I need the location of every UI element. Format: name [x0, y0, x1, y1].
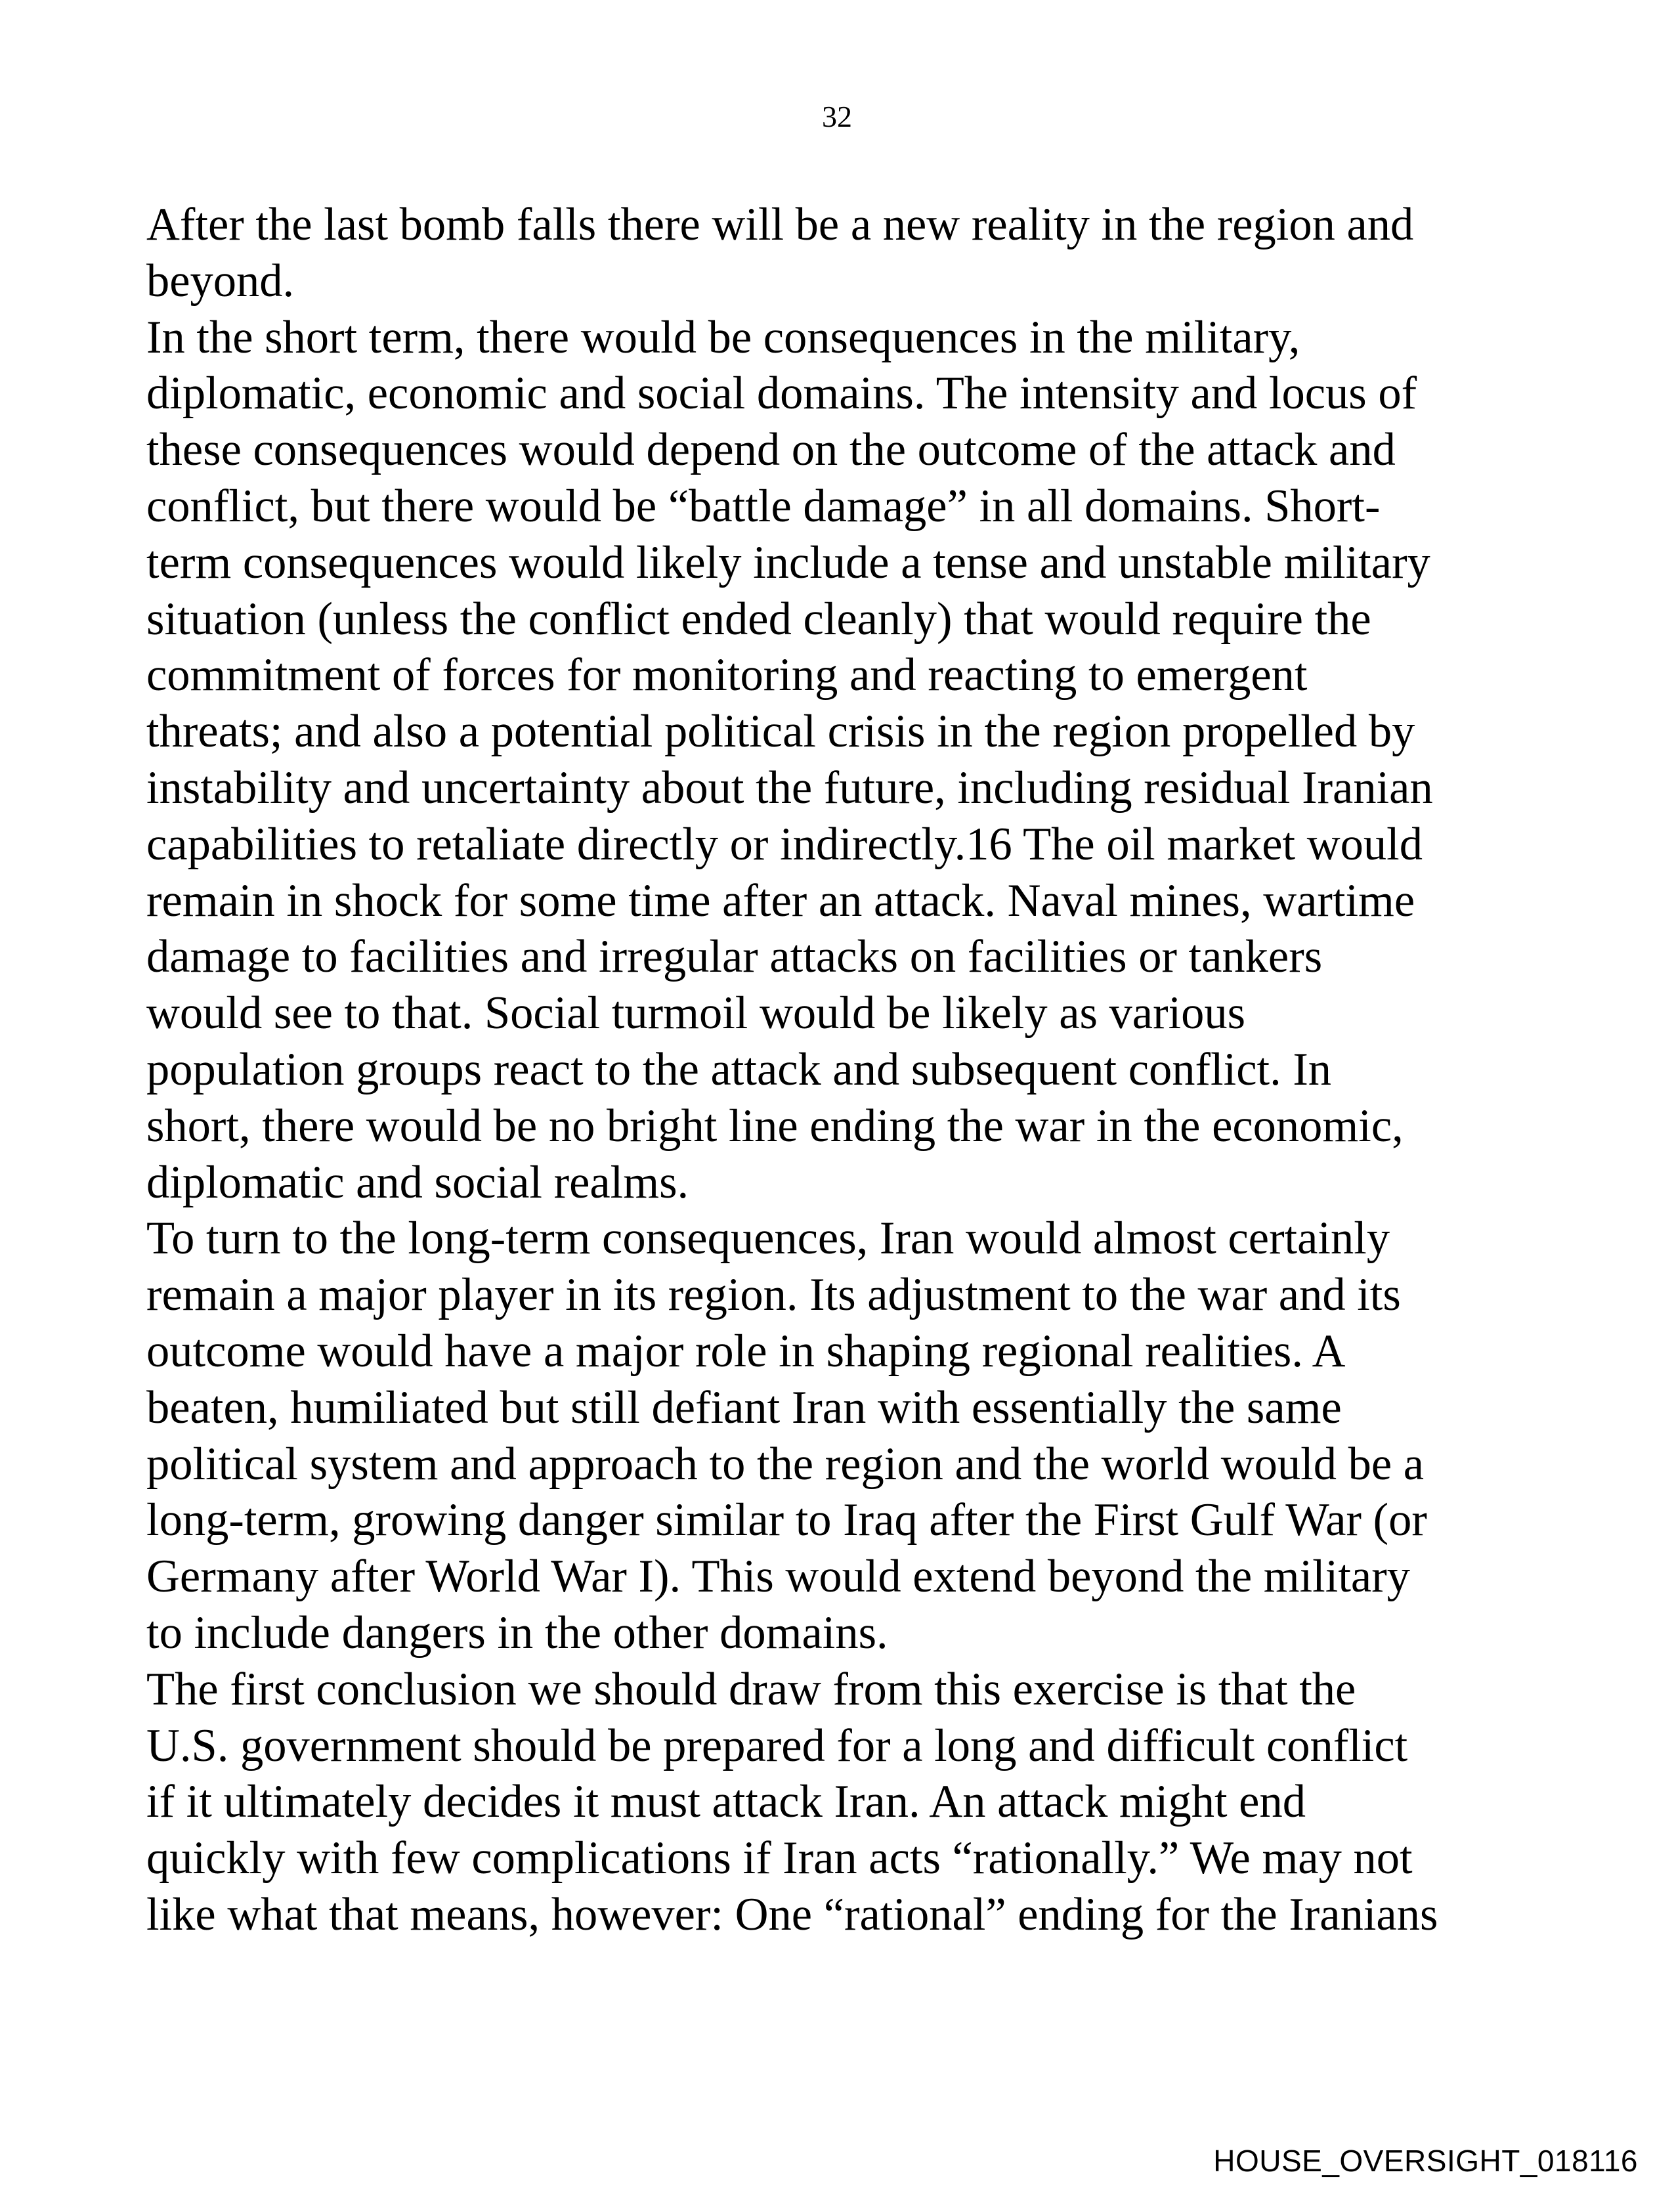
text-line: long-term, growing danger similar to Iraq after the First Gulf War (or: [146, 1494, 1427, 1546]
body-text: [146, 197, 1551, 1943]
text-line: like what that means, however: One “rational” ending for the Iranians: [146, 1888, 1438, 1940]
text-line: remain a major player in its region. Its adjustment to the war and its: [146, 1269, 1401, 1321]
text-line: term consequences would likely include a tense and unstable military: [146, 536, 1430, 588]
text-line: diplomatic, economic and social domains. The intensity and locus of: [146, 368, 1417, 420]
document-id: HOUSE_OVERSIGHT_018116: [1213, 2144, 1638, 2178]
text-line: capabilities to retaliate directly or indirectly.16 The oil market would: [146, 818, 1423, 870]
text-line: U.S. government should be prepared for a long and difficult conflict: [146, 1720, 1408, 1771]
text-line: diplomatic and social realms.: [146, 1156, 689, 1208]
text-line: beyond.: [146, 255, 295, 307]
text-line: After the last bomb falls there will be a new reality in the region and: [146, 199, 1414, 250]
text-line: threats; and also a potential political crisis in the region propelled by: [146, 706, 1415, 758]
text-line: short, there would be no bright line ending the war in the economic,: [146, 1100, 1404, 1152]
text-line: damage to facilities and irregular attacks on facilities or tankers: [146, 931, 1323, 983]
text-line: situation (unless the conflict ended cleanly) that would require the: [146, 593, 1371, 645]
text-line: remain in shock for some time after an attack. Naval mines, wartime: [146, 875, 1415, 926]
text-line: outcome would have a major role in shaping regional realities. A: [146, 1325, 1346, 1377]
text-line: In the short term, there would be consequences in the military,: [146, 311, 1300, 363]
text-line: population groups react to the attack and subsequent conflict. In: [146, 1043, 1332, 1095]
text-line: To turn to the long-term consequences, Iran would almost certainly: [146, 1213, 1390, 1265]
text-line: would see to that. Social turmoil would be likely as various: [146, 987, 1246, 1039]
text-line: The first conclusion we should draw from this exercise is that the: [146, 1663, 1356, 1715]
text-line: these consequences would depend on the outcome of the attack and: [146, 424, 1396, 476]
text-line: political system and approach to the region and the world would be a: [146, 1438, 1425, 1490]
text-line: quickly with few complications if Iran acts “rationally.” We may not: [146, 1832, 1413, 1884]
text-line: conflict, but there would be “battle damage” in all domains. Short-: [146, 480, 1381, 532]
text-line: Germany after World War I). This would extend beyond the military: [146, 1551, 1410, 1603]
page-number: 32: [822, 100, 852, 133]
text-line: beaten, humiliated but still defiant Iran with essentially the same: [146, 1381, 1342, 1433]
text-line: instability and uncertainty about the future, including residual Iranian: [146, 762, 1433, 813]
text-line: to include dangers in the other domains.: [146, 1607, 888, 1659]
text-line: commitment of forces for monitoring and reacting to emergent: [146, 649, 1308, 701]
text-line: if it ultimately decides it must attack Iran. An attack might end: [146, 1776, 1306, 1828]
